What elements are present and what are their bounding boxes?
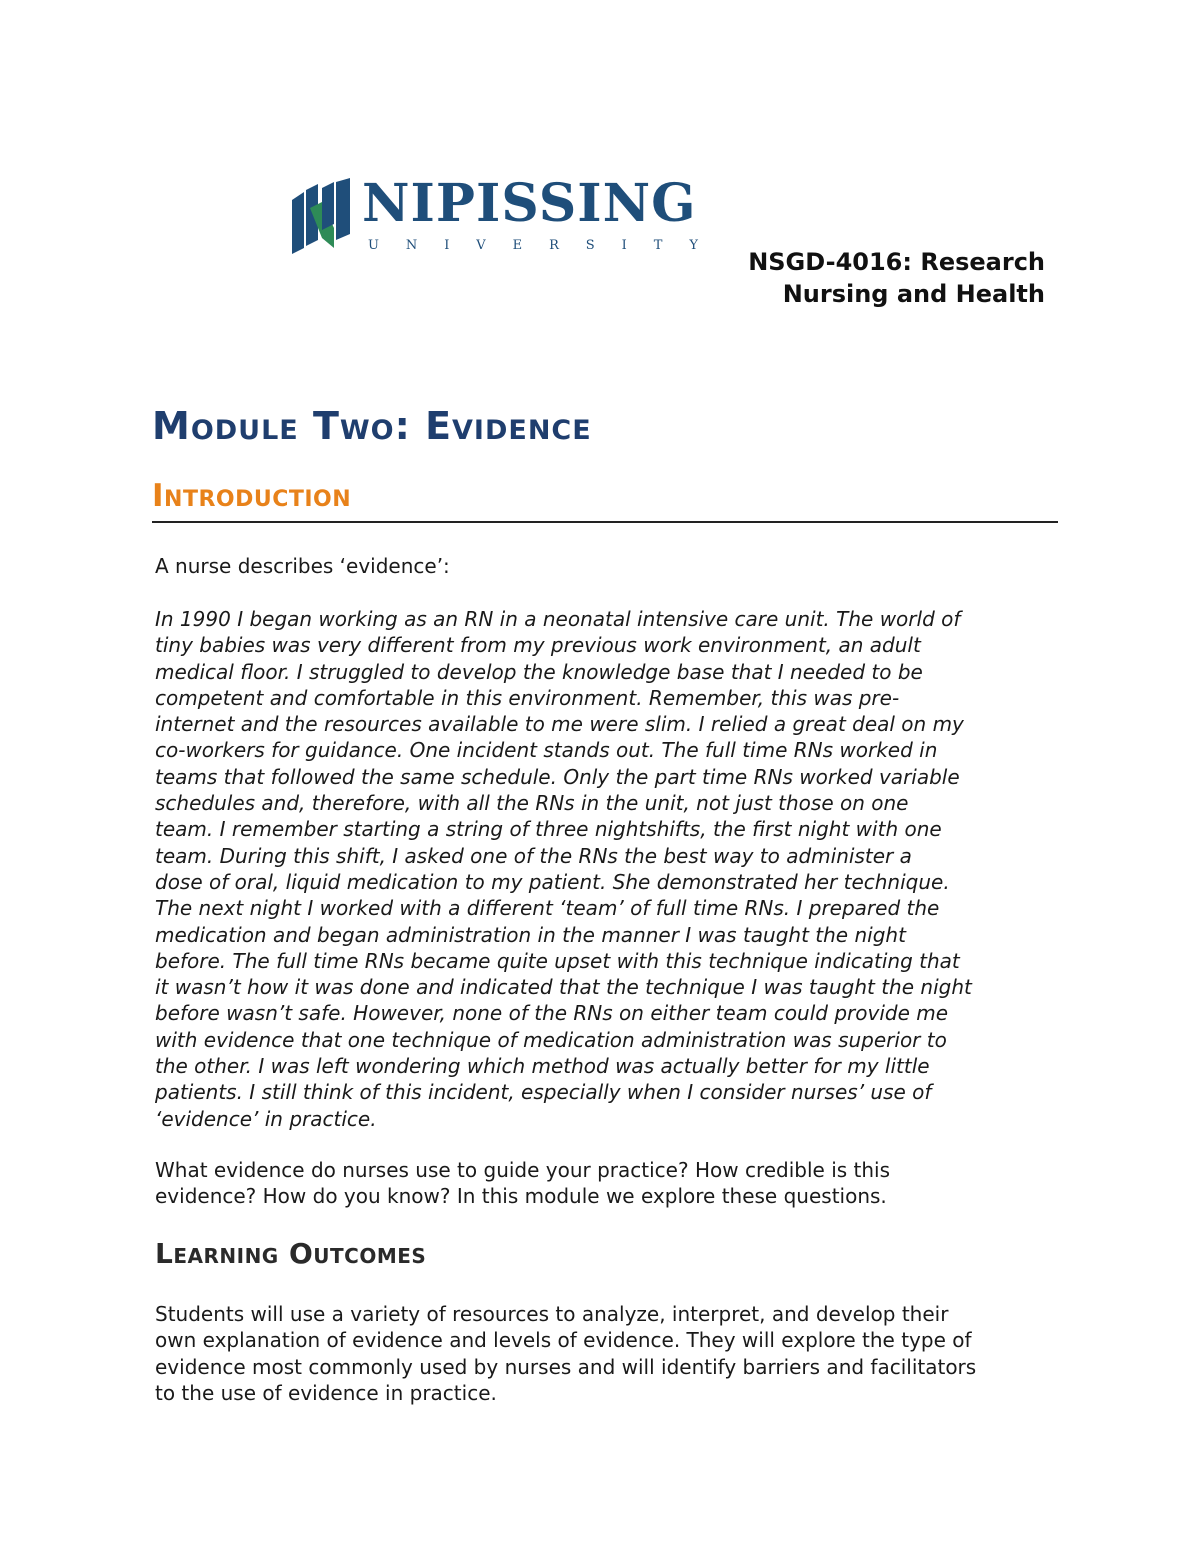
story-line: dose of oral, liquid medication to my patient. She demonstrated her technique. bbox=[155, 869, 950, 894]
story-line: internet and the resources available to me were slim. I relied a great deal on my bbox=[155, 712, 964, 737]
logo-letter: T bbox=[653, 238, 663, 253]
story-line: with evidence that one technique of medication administration was superior to bbox=[155, 1027, 947, 1052]
story-line: competent and comfortable in this environment. Remember, this was pre- bbox=[155, 685, 900, 710]
heading-divider bbox=[152, 521, 1058, 523]
logo-subtitle bbox=[368, 238, 698, 253]
story-line: patients. I still think of this incident, especially when I consider nurses’ use of bbox=[155, 1080, 932, 1105]
module-title: Module Two: Evidence bbox=[152, 404, 592, 448]
story-line: team. During this shift, I asked one of the RNs the best way to administer a bbox=[155, 843, 912, 868]
story-line: medical floor. I struggled to develop the knowledge base that I needed to be bbox=[155, 659, 923, 684]
introduction-lead: A nurse describes ‘evidence’: bbox=[155, 554, 450, 578]
story-line: before wasn’t safe. However, none of the RNs on either team could provide me bbox=[155, 1001, 949, 1026]
outcome-line: to the use of evidence in practice. bbox=[155, 1380, 497, 1405]
story-line: schedules and, therefore, with all the RNs in the unit, not just those on one bbox=[155, 791, 909, 816]
logo-letter: N bbox=[405, 238, 418, 253]
logo-letter: S bbox=[585, 238, 595, 253]
question-line: evidence? How do you know? In this module we explore these questions. bbox=[155, 1184, 887, 1209]
story-line: co-workers for guidance. One incident stands out. The full time RNs worked in bbox=[155, 738, 938, 763]
story-line: the other. I was left wondering which method was actually better for my little bbox=[155, 1054, 930, 1079]
logo-wordmark: NIPISSING bbox=[362, 173, 697, 234]
outcome-line: Students will use a variety of resources to analyze, interpret, and develop their bbox=[155, 1302, 949, 1326]
story-line: In 1990 I began working as an RN in a neonatal intensive care unit. The world of bbox=[155, 607, 961, 631]
outcome-line: own explanation of evidence and levels of evidence. They will explore the type of bbox=[155, 1328, 972, 1353]
story-line: ‘evidence’ in practice. bbox=[155, 1106, 377, 1131]
story-line: team. I remember starting a string of three nightshifts, the first night with one bbox=[155, 817, 942, 842]
story-line: tiny babies was very different from my previous work environment, an adult bbox=[155, 633, 921, 658]
university-logo bbox=[288, 173, 708, 258]
course-title-line-1: NSGD-4016: Research bbox=[748, 248, 1045, 276]
logo-letter: U bbox=[368, 238, 379, 253]
logo-letter: E bbox=[512, 238, 523, 253]
story-line: teams that followed the same schedule. Only the part time RNs worked variable bbox=[155, 764, 960, 789]
question-line: What evidence do nurses use to guide your practice? How credible is this bbox=[155, 1158, 891, 1182]
story-line: The next night I worked with a different ‘team’ of full time RNs. I prepared the bbox=[155, 896, 940, 921]
course-title-line-2: Nursing and Health bbox=[782, 280, 1045, 308]
nurse-story bbox=[155, 606, 1055, 1132]
logo-letter: I bbox=[621, 238, 627, 253]
logo-letter: I bbox=[444, 238, 450, 253]
introduction-heading: Introduction bbox=[152, 478, 352, 514]
course-title bbox=[748, 246, 1045, 310]
nipissing-logo-icon bbox=[288, 178, 354, 256]
logo-letter: Y bbox=[689, 238, 698, 253]
logo-letter: V bbox=[476, 238, 486, 253]
story-line: medication and began administration in the manner I was taught the night bbox=[155, 922, 906, 947]
outcome-line: evidence most commonly used by nurses and will identify barriers and facilitators bbox=[155, 1354, 977, 1379]
logo-letter: R bbox=[549, 238, 559, 253]
reflection-questions bbox=[155, 1157, 1055, 1210]
learning-outcomes-heading: Learning Outcomes bbox=[155, 1237, 427, 1270]
story-line: before. The full time RNs became quite upset with this technique indicating that bbox=[155, 948, 960, 973]
learning-outcomes-text bbox=[155, 1301, 1055, 1406]
story-line: it wasn’t how it was done and indicated that the technique I was taught the night bbox=[155, 975, 972, 1000]
